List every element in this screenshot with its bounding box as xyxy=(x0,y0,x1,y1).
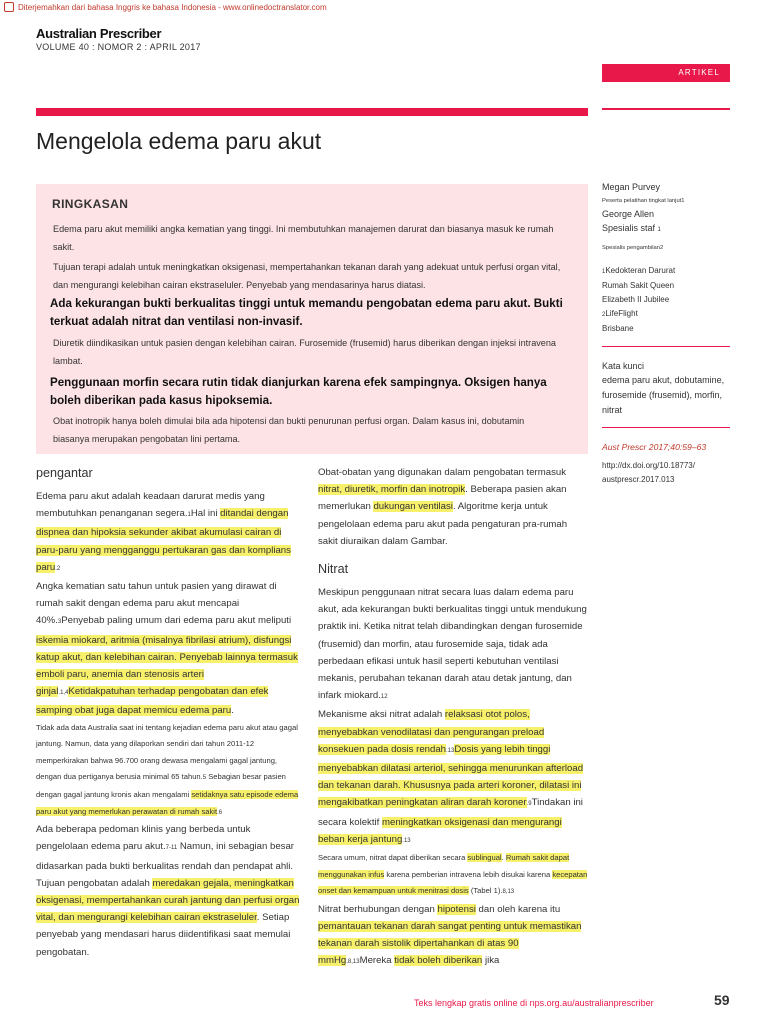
text-run: Nitrat berhubungan dengan xyxy=(318,903,438,915)
keywords-list: edema paru akut, dobutamine, furosemide (frusemid), morfin, nitrat xyxy=(602,375,725,415)
reference-mark: 2 xyxy=(602,311,606,318)
reference-mark: .8,13 xyxy=(346,959,360,966)
text-run: Angka kematian satu tahun untuk pasien yang dirawat di rumah sakit dengan edema paru akut mencapai 40%. xyxy=(36,581,277,627)
highlighted-text: kecepatan onset dan kemampuan untuk menitrasi dosis xyxy=(318,869,588,896)
reference-mark: 3 xyxy=(57,619,62,626)
reference-mark: .13 xyxy=(446,747,455,754)
highlighted-text: nitrat, diuretik, morfin dan inotropik xyxy=(318,484,466,496)
text-run: . Setiap penyebab yang mendasari harus diidentifikasi saat memulai pengobatan. xyxy=(36,912,291,958)
journal-brand: Australian Prescriber xyxy=(36,26,162,41)
reference-mark: 1 xyxy=(187,512,191,519)
intro-paragraph-1 xyxy=(36,488,304,578)
text-run: Sebagian besar pasien dengan gagal jantung kronis akan mengalami xyxy=(36,772,286,800)
nitrate-paragraph-1 xyxy=(318,584,588,706)
highlighted-text: iskemia miokard, aritmia (misalnya fibrilasi atrium), disfungsi katup akut, dan kelebihan cairan. Penyebab lainnya termasuk emboli paru, anemia dan stenosis arteri ginjal xyxy=(36,634,298,698)
highlighted-text: tidak boleh diberikan xyxy=(394,955,483,967)
title-rule xyxy=(36,108,588,116)
text-run: Spesialis staf xyxy=(602,223,656,234)
highlighted-text: dukungan ventilasi xyxy=(373,501,453,513)
text-run: Meskipun penggunaan nitrat secara luas dalam edema paru akut, ada kekurangan bukti berkualitas tinggi untuk mendukung praktik ini. Ketika nitrat telah dibandingkan dengan furosemide (frusemid) dan morfin, atau furosemide saja, tidak ada perbedaan efikasi untuk hasil seperti kebutuhan ventilasi mekanis, perubahan tekanan darah atau detak jantung, dan infark miokard. xyxy=(318,587,587,702)
text-run: . xyxy=(231,705,234,717)
reference-mark: .2 xyxy=(55,565,61,572)
highlighted-text: hipotensi xyxy=(437,903,476,915)
sidebar-rule xyxy=(602,108,730,110)
highlighted-text: pemantauan tekanan darah sangat penting untuk memastikan tekanan darah sistolik dipertahankan di atas 90 mmHg xyxy=(318,921,582,967)
reference-mark: 5 xyxy=(202,775,207,782)
intro-paragraph-2 xyxy=(36,578,304,720)
page-number: 59 xyxy=(714,992,730,1008)
highlighted-text: meningkatkan oksigenasi dan mengurangi beban kerja jantung xyxy=(318,816,562,845)
text-run: Namun, ini sebagian besar didasarkan pada bukti berkualitas rendah dan pendapat ahli. Tujuan pengobatan adalah xyxy=(36,841,295,889)
nitrate-small-paragraph xyxy=(318,850,588,901)
author-sidebar xyxy=(602,180,730,487)
affiliation-2 xyxy=(602,307,730,322)
author-1-name: Megan Purvey xyxy=(602,182,661,192)
text-run: karena pemberian intravena lebih disukai karena xyxy=(384,869,553,879)
reference-mark: .9 xyxy=(526,801,532,808)
highlighted-text: relaksasi otot polos, menyebabkan venodilatasi dan pengurangan preload konsekuen pada dosis rendah xyxy=(318,709,545,755)
highlighted-text: Ketidakpatuhan terhadap pengobatan dan efek samping obat juga dapat memicu edema paru xyxy=(36,686,269,717)
text-run: dan oleh karena itu xyxy=(475,903,561,915)
translate-icon xyxy=(4,2,14,12)
keywords-label: Kata kunci xyxy=(602,360,645,371)
text-run: Spesialis pengambilan xyxy=(602,244,661,251)
citation: Aust Prescr 2017;40:59–63 xyxy=(602,442,707,453)
reference-mark: 1 xyxy=(602,268,606,275)
nitrate-heading: Nitrat xyxy=(318,562,349,577)
summary-paragraph-3: Diuretik diindikasikan untuk pasien dengan kelebihan cairan. Furosemide (frusemid) harus diberikan dengan injeksi intravena lambat. xyxy=(53,338,556,366)
highlighted-text: Rumah sakit dapat menggunakan infus xyxy=(318,853,570,879)
intro-paragraph-3 xyxy=(36,821,304,961)
doi-link[interactable]: http://dx.doi.org/10.18773/ austprescr.2017.013 xyxy=(602,460,695,484)
translator-banner-text: Diterjemahkan dari bahasa Inggris ke bahasa Indonesia - www.onlinedoctranslator.com xyxy=(18,2,327,12)
author-2-name: George Allen xyxy=(602,208,655,219)
summary-key-point-2: Penggunaan morfin secara rutin tidak dianjurkan karena efek sampingnya. Oksigen hanya boleh diberikan pada kasus hipoksemia. xyxy=(50,376,547,407)
text-run: . Algoritme kerja untuk pengelolaan edema paru akut pada pengaturan pra-rumah sakit diuraikan dalam Gambar. xyxy=(318,501,568,547)
reference-mark: 2 xyxy=(660,244,664,251)
text-run: jika xyxy=(482,955,500,967)
affiliation-2-city: Brisbane xyxy=(602,323,634,333)
text-run: Edema paru akut adalah keadaan darurat medis yang membutuhkan penanganan segera. xyxy=(36,491,265,520)
reference-mark: 8,13 xyxy=(502,889,515,896)
text-run: Tindakan ini secara kolektif xyxy=(318,797,583,828)
text-run: Hal ini xyxy=(190,508,221,520)
reference-mark: .1,4 xyxy=(58,690,69,697)
footer-link[interactable]: Teks lengkap gratis online di nps.org.au/australianprescriber xyxy=(414,998,654,1008)
reference-mark: 7-11 xyxy=(165,845,178,852)
text-run: Secara umum, nitrat dapat diberikan secara xyxy=(318,853,468,863)
translator-banner[interactable] xyxy=(0,0,768,14)
summary-box xyxy=(36,184,588,454)
nitrate-paragraph-3 xyxy=(318,901,588,972)
text-run: Penyebab paling umum dari edema paru akut meliputi xyxy=(61,615,292,627)
intro-heading: pengantar xyxy=(36,466,93,480)
text-run: Peserta pelatihan tingkat lanjut xyxy=(602,197,682,204)
text-run: Mereka xyxy=(359,955,395,967)
right-column xyxy=(318,464,588,972)
reference-mark: .6 xyxy=(217,809,223,816)
summary-paragraph-4: Obat inotropik hanya boleh dimulai bila ada hipotensi dan bukti penurunan perfusi organ. Dalam kasus ini, dobutamin biasanya merupakan pengobatan lini pertama. xyxy=(53,416,525,444)
affiliation-1 xyxy=(602,264,730,279)
reference-mark: 1 xyxy=(657,227,661,234)
author-1-role xyxy=(602,195,730,207)
volume-info: VOLUME 40 : NOMOR 2 : APRIL 2017 xyxy=(36,42,201,52)
drugs-paragraph xyxy=(318,464,588,550)
summary-paragraph-2: Tujuan terapi adalah untuk meningkatkan oksigenasi, mempertahankan tekanan darah yang adekuat untuk perfusi organ vital, dan mengurangi kelebihan cairan ekstraseluler. Penyebab yang mendasarinya harus diatasi. xyxy=(53,262,561,290)
summary-paragraph-1: Edema paru akut memiliki angka kematian yang tinggi. Ini membutuhkan manajemen darurat dan biasanya masuk ke rumah sakit. xyxy=(53,224,554,252)
summary-key-point-1: Ada kekurangan bukti berkualitas tinggi untuk memandu pengobatan edema paru akut. Bukti terkuat adalah nitrat dan ventilasi non-invasif. xyxy=(50,297,563,328)
section-tag: ARTIKEL xyxy=(602,64,730,82)
author-2-role xyxy=(602,221,730,238)
reference-mark: 12 xyxy=(380,694,388,701)
intro-small-paragraph xyxy=(36,720,304,822)
nitrate-paragraph-2 xyxy=(318,706,588,850)
text-run: . Beberapa pasien akan memerlukan xyxy=(318,484,567,513)
text-run: Tidak ada data Australia saat ini tentang kejadian edema paru akut atau gagal jantung. Namun, data yang dilaporkan sendiri dari tahun 2011-12 memperkirakan bahwa 96.700 orang dewasa mengalami gagal jantung, dengan dua pertiganya berusia minimal 65 tahun. xyxy=(36,722,298,782)
text-run: Mekanisme aksi nitrat adalah xyxy=(318,709,445,721)
sidebar-separator xyxy=(602,346,730,347)
affiliation-1-org-2: Elizabeth II Jubilee xyxy=(602,294,670,304)
sidebar-separator xyxy=(602,427,730,428)
text-run: (Tabel 1). xyxy=(468,886,503,896)
highlighted-text: setidaknya satu episode edema paru akut yang memerlukan perawatan di rumah sakit xyxy=(36,790,299,816)
text-run: LifeFlight xyxy=(605,308,638,318)
affiliation-1-org: Rumah Sakit Queen xyxy=(602,280,675,290)
highlighted-text: ditandai dengan dispnea dan hipoksia sekunder akibat akumulasi cairan di paru-paru yang mengganggu pertukaran gas dan komplians paru xyxy=(36,508,291,573)
highlighted-text: sublingual xyxy=(467,853,502,863)
text-run: Kedokteran Darurat xyxy=(605,265,676,275)
reference-mark: 1 xyxy=(681,197,685,204)
text-run: Ada beberapa pedoman klinis yang berbeda untuk pengelolaan edema paru akut. xyxy=(36,824,251,853)
text-run: . xyxy=(501,853,506,863)
summary-heading: RINGKASAN xyxy=(52,197,129,211)
highlighted-text: Dosis yang lebih tinggi menyebabkan dilatasi arteriol, sehingga menurunkan afterload dan tekanan darah. Khususnya pada arteri koroner, dilatasi ini mengakibatkan peningkatan aliran darah koroner xyxy=(318,743,584,809)
author-2-role-2 xyxy=(602,242,730,254)
reference-mark: .13 xyxy=(402,837,411,844)
article-title: Mengelola edema paru akut xyxy=(36,128,322,154)
left-column xyxy=(36,464,304,961)
text-run: Obat-obatan yang digunakan dalam pengobatan termasuk xyxy=(318,467,567,478)
highlighted-text: meredakan gejala, meningkatkan oksigenasi, mempertahankan curah jantung dan perfusi organ vital, dan mengurangi kelebihan cairan ekstraseluler xyxy=(36,877,300,924)
